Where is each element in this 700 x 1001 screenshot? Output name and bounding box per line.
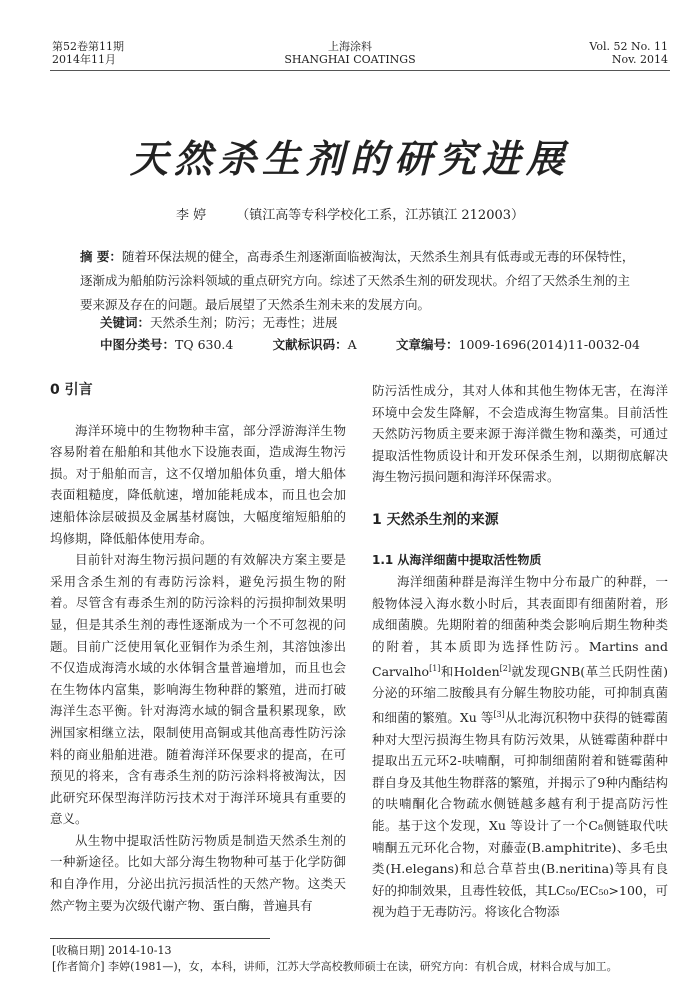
- abstract-text: 随着环保法规的健全，高毒杀生剂逐渐面临被淘汰，天然杀生剂具有低毒或无毒的环保特性，逐渐成为船舶防污涂料领域的重点研究方向。综述了天然杀生剂的研发现状。介绍了天然杀生剂的主要来源及存在的问题。最后展望了天然杀生剂未来的发展方向。: [80, 249, 635, 312]
- journal-date-en-line2: Nov. 2014: [611, 53, 668, 66]
- intro-paragraph-2: 目前针对海生物污损问题的有效解决方案主要是采用含杀生剂的有毒防污涂料，避免污损生物的附着。尽管含有毒杀生剂的防污涂料的污损抑制效果明显，但是其杀生剂的毒性逐渐成为一个不可忽视的问题。目前广泛使用氧化亚铜作为杀生剂，其溶蚀渗出不仅造成海湾水域的水体铜含量普遍增加，而且也会在生物体内富集，影响海生物种群的繁殖，进而打破海洋生态平衡。针对海湾水域的铜含量积累现象，欧洲国家相继立法，限制使用高铜或其他高毒性防污涂料的商业船舶进港。随着海洋环保要求的提高，在可预见的将来，含有毒杀生剂的防污涂料将被淘汰，因此研究环保型海洋防污技术对于海洋环境具有重要的意义。: [50, 552, 346, 827]
- keywords-text: 天然杀生剂；防污；无毒性；进展: [150, 315, 338, 330]
- citation-2: [2]: [499, 663, 511, 673]
- s11-text-b: 和Holden: [440, 663, 500, 679]
- art-label: 文章编号：: [396, 337, 459, 352]
- clc-value: TQ 630.4: [175, 337, 234, 352]
- abstract: [80, 245, 636, 317]
- intro-paragraph-1: 海洋环境中的生物物种丰富，部分浮游海洋生物容易附着在船舶和其他水下设施表面，造成海生物污损。对于船舶而言，这不仅增加船体负重，增大船体表面粗糙度，降低航速，增加能耗成本，而且也会加速船体涂层破损及金属基材腐蚀，大幅度缩短船舶的坞修期，降低船体使用寿命。: [50, 422, 346, 546]
- intro-paragraph-3-continued: 防污活性成分，其对人体和其他生物体无害，在海洋环境中会发生降解，不会造成海生物富集。目前活性天然防污物质主要来源于海洋微生物和藻类，可通过提取活性物质设计和开发环保杀生剂，以期彻底解决海生物污损问题和海洋环保需求。: [372, 383, 668, 485]
- author-line: [0, 204, 700, 223]
- footnote-received-date: [收稿日期] 2014-10-13: [52, 944, 172, 957]
- journal-date-line2: 2014年11月: [52, 53, 116, 66]
- s11-text-d: 从北海沉积物中获得的链霉菌种对大型污损海生物具有防污效果，从链霉菌种群中提取出五元环2-呋喃酮，可抑制细菌附着和链霉菌种群自身及其他生物群落的繁殖，并揭示了9种内酯结构的呋喃酮化合物疏水侧链越多越有利于提高防污性能。基于这个发现，Xu 等设计了一个C₈侧链取代呋喃酮五元环化合物，对藤壶(B.amphitrite)、多毛虫类(H.elegans)和总合草苔虫(B.neritina)等具有良好的抑制效果，且毒性较低，其LC₅₀/EC₅₀>100，可视为趋于无毒防污。将该化合物添: [372, 710, 668, 920]
- s11-text-a: 海洋细菌种群是海洋生物中分布最广的种群，一般物体浸入海水数小时后，其表面即有细菌附着，形成细菌膜。先期附着的细菌种类会影响后期生物种类的附着，其本质即为选择性防污。Martins and Carvalho: [372, 574, 668, 679]
- intro-paragraph-3: 从生物中提取活性防污物质是制造天然杀生剂的一种新途径。比如大部分海生物物种可基于化学防御和自净作用，分泌出抗污损活性的天然产物。这类天然产物主要为次级代谢产物、蛋白酶，普遍具有: [50, 832, 346, 913]
- article-number: [396, 335, 640, 355]
- journal-name-cn: 上海涂料: [328, 40, 372, 53]
- clc-number: [100, 335, 233, 355]
- s11-text-c: 就发现GNB(革兰氏阴性菌)分泌的环缩二胺酸具有分解生物胶功能，可抑制真菌和细菌的繁殖。Xu 等: [372, 663, 668, 726]
- section-1-1-paragraph: [372, 571, 668, 923]
- author-name: 李 婷: [175, 208, 207, 223]
- article-title: 天然杀生剂的研究进展: [129, 136, 570, 181]
- left-column: [50, 380, 346, 916]
- keywords-label: 关键词：: [100, 315, 151, 330]
- doc-label: 文献标识码：: [272, 337, 348, 352]
- journal-volume-en-line1: Vol. 52 No. 11: [589, 40, 668, 53]
- section-heading-1: 1 天然杀生剂的来源: [372, 511, 499, 528]
- journal-name-en: SHANGHAI COATINGS: [284, 53, 416, 66]
- subsection-heading-1-1: 1.1 从海洋细菌中提取活性物质: [372, 552, 542, 567]
- abstract-label: 摘 要：: [80, 249, 122, 264]
- journal-volume-line1: 第52卷第11期: [52, 40, 124, 53]
- art-value: 1009-1696(2014)11-0032-04: [458, 337, 640, 352]
- document-code: [273, 335, 357, 355]
- citation-1: [1]: [429, 663, 441, 673]
- doc-value: A: [347, 337, 357, 352]
- author-affiliation: （镇江高等专科学校化工系，江苏镇江 212003）: [236, 208, 525, 223]
- footnote-author-bio: [作者简介] 李婷(1981—)，女，本科，讲师，江苏大学高校教师硕士在读，研究方向：有机合成，材料合成与加工。: [52, 960, 618, 973]
- footnote-divider: [50, 938, 270, 939]
- header-divider: [50, 70, 670, 71]
- right-column: [372, 380, 668, 923]
- citation-3: [3]: [493, 709, 505, 719]
- section-heading-intro: 0 引言: [50, 382, 93, 398]
- clc-label: 中图分类号：: [100, 337, 176, 352]
- classification-line: [100, 335, 640, 355]
- keywords: [100, 313, 338, 333]
- journal-volume-en: [589, 40, 668, 66]
